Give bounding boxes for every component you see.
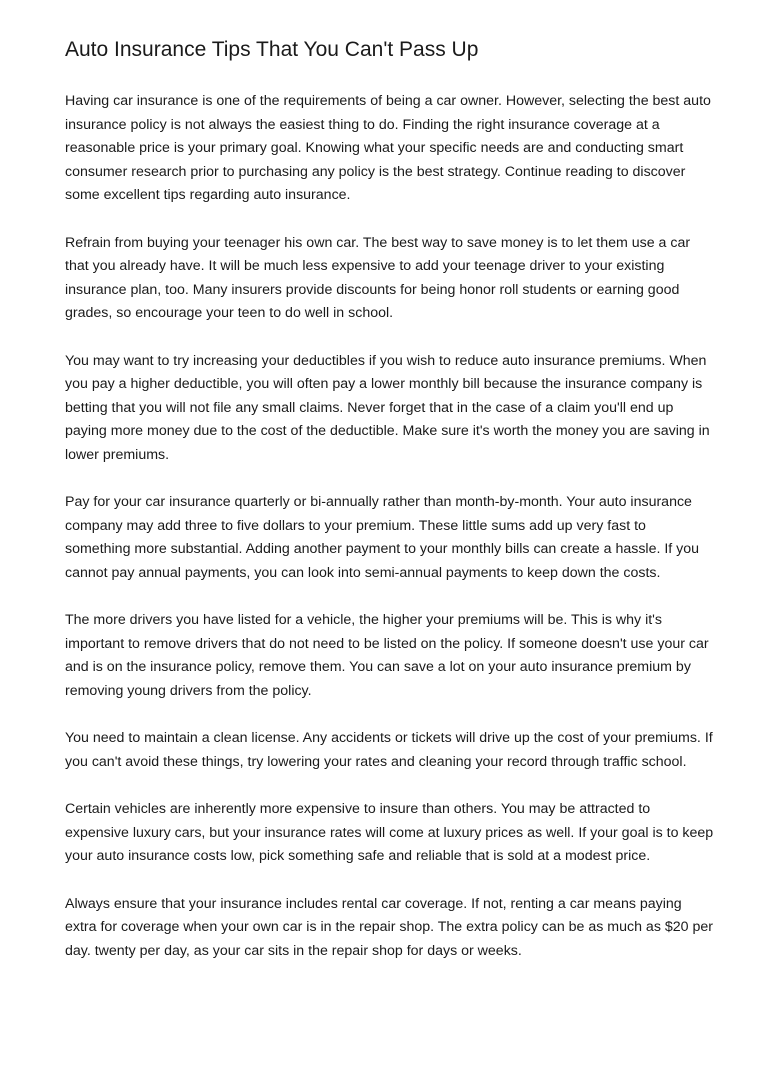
paragraph-clean-license: You need to maintain a clean license. Any accidents or tickets will drive up the cost of your premiums. If you can't avoid these things, try lowering your rates and cleaning your record through traffic school. bbox=[65, 730, 713, 770]
document-title: Auto Insurance Tips That You Can't Pass Up bbox=[65, 38, 479, 61]
paragraph-payment-schedule: Pay for your car insurance quarterly or bi-annually rather than month-by-month. Your auto insurance company may add three to five dollars to your premium. These little sums add up very fast to something more substantial. Adding another payment to your monthly bills can create a hassle. If you cannot pay annual payments, you can look into semi-annual payments to keep down the costs. bbox=[65, 494, 700, 581]
paragraph-vehicle-choice: Certain vehicles are inherently more expensive to insure than others. You may be attracted to expensive luxury cars, but your insurance rates will come at luxury prices as well. If your goal is to keep your auto insurance costs low, pick something safe and reliable that is sold at a modest price. bbox=[65, 801, 714, 864]
paragraph-deductibles: You may want to try increasing your deductibles if you wish to reduce auto insurance premiums. When you pay a higher deductible, you will often pay a lower monthly bill because the insurance company is betting that you will not file any small claims. Never forget that in the case of a claim you'll end up paying more money due to the cost of the deductible. Make sure it's worth the money you are saving in lower premiums. bbox=[65, 352, 710, 463]
paragraph-rental-coverage: Always ensure that your insurance includes rental car coverage. If not, renting a car means paying extra for coverage when your own car is in the repair shop. The extra policy can be as much as $20 per day. twenty per day, as your car sits in the repair shop for days or weeks. bbox=[65, 895, 713, 959]
paragraph-drivers-listed: The more drivers you have listed for a vehicle, the higher your premiums will be. This is why it's important to remove drivers that do not need to be listed on the policy. If someone doesn't use your car and is on the insurance policy, remove them. You can save a lot on your auto insurance premium by removing young drivers from the policy. bbox=[65, 612, 709, 699]
paragraph-intro: Having car insurance is one of the requirements of being a car owner. However, selecting the best auto insurance policy is not always the easiest thing to do. Finding the right insurance coverage at a reasonable price is your primary goal. Knowing what your specific needs are and conducting smart consumer research prior to purchasing any policy is the best strategy. Continue reading to discover some excellent tips regarding auto insurance. bbox=[65, 93, 711, 203]
document-page bbox=[65, 36, 715, 987]
paragraph-teenager-car: Refrain from buying your teenager his own car. The best way to save money is to let them use a car that you already have. It will be much less expensive to add your teenage driver to your existing insurance plan, too. Many insurers provide discounts for being honor roll students or earning good grades, so encourage your teen to do well in school. bbox=[65, 234, 691, 321]
